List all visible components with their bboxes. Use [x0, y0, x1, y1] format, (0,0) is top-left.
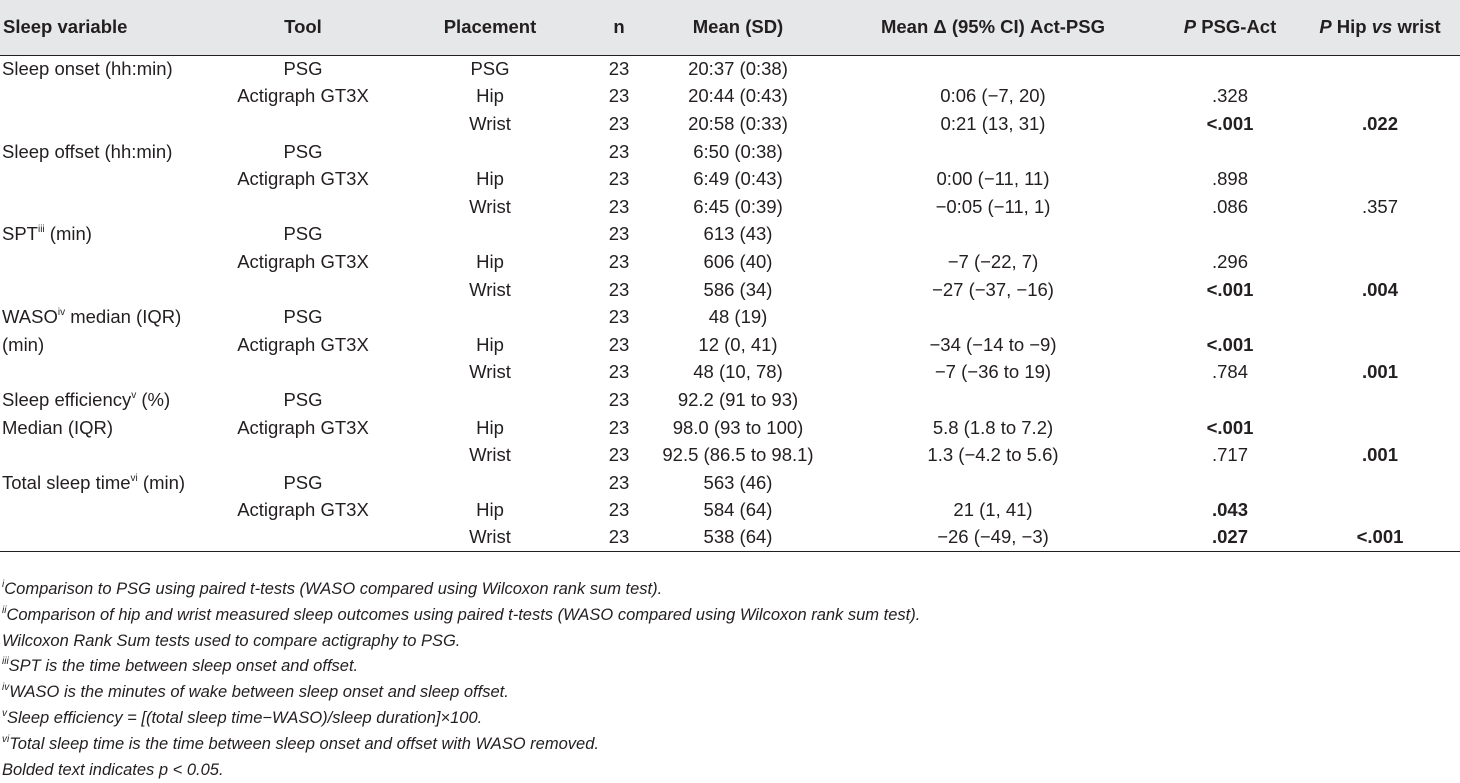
table-row	[0, 248, 1460, 276]
footnote-marker: vi	[2, 733, 10, 745]
cell-mean-sd: 48 (10, 78)	[693, 361, 783, 383]
cell-n: 23	[608, 250, 630, 272]
footnote	[2, 654, 920, 680]
sleep-variable-sup: iii	[37, 224, 45, 236]
table-row	[0, 303, 1460, 331]
table-body	[0, 55, 1460, 552]
cell-p-hip-vs-wrist: .001	[1361, 361, 1398, 383]
cell-sleep-variable	[0, 248, 214, 276]
cell-mean-delta: 21 (1, 41)	[953, 499, 1033, 521]
cell-p-hip-vs-wrist	[1300, 83, 1460, 111]
cell-n: 23	[608, 333, 630, 355]
sleep-variable-suffix: (min)	[44, 223, 92, 245]
cell-tool: PSG	[283, 58, 323, 80]
header-n: n	[588, 0, 650, 55]
cell-n: 23	[608, 85, 630, 107]
header-p-hip-vs: vs	[1371, 16, 1393, 38]
table-row	[0, 83, 1460, 111]
sleep-variable-suffix: median (IQR)	[65, 306, 182, 328]
header-mean-delta: Mean Δ (95% CI) Act-PSG	[826, 0, 1160, 55]
cell-n: 23	[608, 444, 630, 466]
cell-placement	[392, 386, 588, 414]
header-p-psg-act-rest: PSG-Act	[1196, 16, 1277, 38]
footnote	[2, 758, 920, 783]
table-row	[0, 165, 1460, 193]
cell-p-hip-vs-wrist	[1300, 303, 1460, 331]
cell-p-psg-act	[1160, 138, 1300, 166]
cell-placement: Wrist	[469, 278, 511, 300]
table-row	[0, 55, 1460, 83]
sleep-variable-sup: iv	[57, 307, 66, 319]
cell-p-hip-vs-wrist	[1300, 469, 1460, 497]
cell-p-psg-act: .296	[1211, 250, 1248, 272]
cell-n: 23	[608, 306, 630, 328]
cell-tool: Actigraph GT3X	[237, 499, 369, 521]
cell-mean-delta	[826, 55, 1160, 83]
cell-p-psg-act: <.001	[1206, 278, 1254, 300]
footnote-marker: i	[2, 579, 5, 590]
sleep-variable-text: Total sleep time	[2, 471, 131, 493]
cell-sleep-variable	[0, 359, 214, 387]
cell-placement: Wrist	[392, 524, 588, 552]
cell-p-psg-act	[1160, 386, 1300, 414]
footnote-text: WASO is the minutes of wake between sleep onset and sleep offset.	[9, 683, 509, 702]
cell-tool	[214, 110, 392, 138]
cell-mean-sd: 606 (40)	[703, 250, 773, 272]
cell-placement: Wrist	[469, 361, 511, 383]
cell-mean-sd: 98.0 (93 to 100)	[672, 416, 804, 438]
cell-placement: Wrist	[469, 444, 511, 466]
footnote-text: Sleep efficiency = [(total sleep time−WASO)/sleep duration]×100.	[7, 708, 483, 727]
cell-placement: Wrist	[469, 112, 511, 134]
cell-p-psg-act	[1160, 469, 1300, 497]
cell-tool	[214, 524, 392, 552]
cell-p-psg-act: .328	[1211, 85, 1248, 107]
cell-tool	[214, 441, 392, 469]
cell-sleep-variable	[0, 469, 214, 497]
footnotes	[2, 577, 920, 783]
cell-placement: Hip	[476, 333, 504, 355]
table-row	[0, 386, 1460, 414]
cell-n: 23	[608, 361, 630, 383]
table-row	[0, 221, 1460, 249]
cell-placement: Hip	[476, 416, 504, 438]
cell-mean-delta	[826, 138, 1160, 166]
cell-sleep-variable	[0, 165, 214, 193]
table-row	[0, 193, 1460, 221]
footnote	[2, 629, 920, 655]
cell-tool: PSG	[283, 306, 323, 328]
cell-mean-sd: 586 (34)	[703, 278, 773, 300]
cell-mean-delta: −26 (−49, −3)	[826, 524, 1160, 552]
table-row	[0, 469, 1460, 497]
footnote	[2, 732, 920, 758]
cell-mean-sd: 6:50 (0:38)	[693, 140, 783, 162]
cell-mean-delta: −27 (−37, −16)	[932, 278, 1054, 300]
footnote-text: SPT is the time between sleep onset and offset.	[8, 657, 359, 676]
sleep-variable-sup: vi	[130, 472, 138, 484]
cell-p-hip-vs-wrist: .004	[1361, 278, 1398, 300]
cell-mean-delta	[826, 469, 1160, 497]
cell-p-hip-vs-wrist	[1300, 497, 1460, 525]
cell-mean-delta: −7 (−36 to 19)	[934, 361, 1052, 383]
cell-n: 23	[608, 168, 630, 190]
cell-p-psg-act: <.001	[1206, 112, 1254, 134]
cell-n: 23	[608, 58, 630, 80]
footnote-text: Wilcoxon Rank Sum tests used to compare actigraphy to PSG.	[2, 631, 461, 650]
cell-placement	[392, 469, 588, 497]
cell-p-hip-vs-wrist: .001	[1361, 444, 1398, 466]
header-p-hip-p: P	[1319, 16, 1332, 38]
cell-p-hip-vs-wrist: <.001	[1300, 524, 1460, 552]
sleep-variable-text: SPT	[2, 223, 38, 245]
cell-n: 23	[608, 388, 630, 410]
cell-placement	[392, 303, 588, 331]
header-p-psg-act	[1160, 0, 1300, 55]
sleep-variable-text: (min)	[2, 333, 45, 355]
cell-p-hip-vs-wrist	[1300, 55, 1460, 83]
cell-n: 23	[608, 471, 630, 493]
cell-sleep-variable	[0, 303, 214, 331]
cell-placement: Hip	[476, 499, 504, 521]
cell-tool: Actigraph GT3X	[237, 416, 369, 438]
cell-sleep-variable	[0, 221, 214, 249]
table-row	[0, 441, 1460, 469]
cell-tool: Actigraph GT3X	[237, 250, 369, 272]
cell-mean-delta: 0:00 (−11, 11)	[936, 168, 1050, 190]
cell-placement: Wrist	[469, 195, 511, 217]
cell-mean-sd: 92.5 (86.5 to 98.1)	[662, 444, 814, 466]
cell-p-psg-act: .784	[1211, 361, 1248, 383]
cell-n: 23	[608, 195, 630, 217]
cell-mean-delta: 0:06 (−7, 20)	[940, 85, 1046, 107]
cell-mean-delta: −0:05 (−11, 1)	[935, 195, 1051, 217]
cell-p-hip-vs-wrist	[1300, 221, 1460, 249]
cell-placement: Hip	[476, 168, 504, 190]
cell-n: 23	[608, 223, 630, 245]
cell-p-hip-vs-wrist: .357	[1361, 195, 1398, 217]
cell-tool: PSG	[283, 223, 323, 245]
cell-mean-delta	[826, 303, 1160, 331]
cell-mean-sd: 6:45 (0:39)	[693, 195, 783, 217]
cell-mean-sd: 20:58 (0:33)	[688, 112, 788, 134]
cell-mean-sd: 538 (64)	[650, 524, 826, 552]
cell-sleep-variable	[0, 441, 214, 469]
header-placement: Placement	[392, 0, 588, 55]
cell-p-psg-act: .086	[1211, 195, 1248, 217]
header-p-hip-mid: Hip	[1331, 16, 1372, 38]
sleep-variable-suffix: (min)	[137, 471, 186, 493]
table-header-row	[0, 0, 1460, 55]
cell-sleep-variable	[0, 497, 214, 525]
cell-p-psg-act: .027	[1160, 524, 1300, 552]
cell-tool	[214, 193, 392, 221]
cell-p-hip-vs-wrist	[1300, 386, 1460, 414]
cell-n: 23	[608, 140, 630, 162]
cell-mean-sd: 613 (43)	[703, 223, 773, 245]
cell-placement: PSG	[470, 58, 510, 80]
cell-mean-delta: 1.3 (−4.2 to 5.6)	[927, 444, 1059, 466]
footnote	[2, 706, 920, 732]
sleep-variable-text: WASO	[2, 306, 58, 328]
sleep-variable-sup: v	[131, 389, 137, 401]
cell-tool: Actigraph GT3X	[237, 85, 369, 107]
cell-sleep-variable	[0, 193, 214, 221]
cell-p-hip-vs-wrist	[1300, 331, 1460, 359]
cell-sleep-variable	[0, 386, 214, 414]
footnote-text: Comparison of hip and wrist measured sleep outcomes using paired t-tests (WASO compared using Wilcoxon rank sum test).	[6, 605, 921, 624]
cell-placement: Hip	[476, 85, 504, 107]
sleep-variable-suffix: (%)	[136, 388, 171, 410]
cell-mean-sd: 584 (64)	[703, 499, 773, 521]
table-row	[0, 359, 1460, 387]
cell-p-hip-vs-wrist	[1300, 248, 1460, 276]
footnote-marker: iii	[2, 656, 9, 668]
table-row	[0, 497, 1460, 525]
cell-mean-sd: 92.2 (91 to 93)	[677, 388, 799, 410]
sleep-variable-text: Sleep onset (hh:min)	[2, 58, 173, 80]
cell-sleep-variable	[0, 414, 214, 442]
table-row	[0, 524, 1460, 552]
cell-mean-delta	[826, 221, 1160, 249]
cell-tool: PSG	[283, 388, 323, 410]
cell-p-psg-act	[1160, 55, 1300, 83]
cell-placement: Hip	[476, 250, 504, 272]
cell-tool: Actigraph GT3X	[237, 333, 369, 355]
cell-mean-sd: 563 (46)	[703, 471, 773, 493]
cell-sleep-variable	[0, 524, 214, 552]
table-row	[0, 110, 1460, 138]
cell-mean-sd: 6:49 (0:43)	[693, 168, 783, 190]
cell-sleep-variable	[0, 276, 214, 304]
sleep-variable-text: Sleep efficiency	[2, 388, 132, 410]
cell-p-psg-act: .898	[1211, 168, 1248, 190]
cell-tool	[214, 276, 392, 304]
header-p-psg-act-p: P	[1183, 16, 1197, 38]
cell-mean-delta: −7 (−22, 7)	[947, 250, 1039, 272]
cell-mean-sd: 20:37 (0:38)	[688, 58, 788, 80]
cell-sleep-variable	[0, 83, 214, 111]
table-row	[0, 276, 1460, 304]
cell-mean-delta: 5.8 (1.8 to 7.2)	[932, 416, 1054, 438]
cell-p-psg-act: <.001	[1206, 416, 1254, 438]
table-row	[0, 138, 1460, 166]
cell-p-hip-vs-wrist	[1300, 414, 1460, 442]
cell-placement	[392, 221, 588, 249]
header-sleep-variable: Sleep variable	[0, 0, 214, 55]
footnote-marker: v	[2, 707, 7, 719]
sleep-variable-text: Median (IQR)	[2, 416, 114, 438]
header-tool: Tool	[214, 0, 392, 55]
cell-n: 23	[608, 112, 630, 134]
cell-mean-delta: 0:21 (13, 31)	[940, 112, 1046, 134]
cell-mean-delta: −34 (−14 to −9)	[929, 333, 1057, 355]
footnote-marker: iv	[2, 682, 10, 694]
header-mean-sd: Mean (SD)	[650, 0, 826, 55]
cell-p-psg-act: <.001	[1206, 333, 1254, 355]
cell-p-hip-vs-wrist	[1300, 138, 1460, 166]
header-p-hip-rest: wrist	[1392, 16, 1441, 38]
cell-tool: PSG	[283, 471, 323, 493]
footnote-marker: ii	[2, 604, 7, 616]
footnote	[2, 577, 920, 603]
cell-mean-sd: 20:44 (0:43)	[688, 85, 788, 107]
cell-p-hip-vs-wrist: .022	[1361, 112, 1398, 134]
cell-p-psg-act	[1160, 303, 1300, 331]
cell-sleep-variable	[0, 110, 214, 138]
table-row	[0, 414, 1460, 442]
sleep-variable-text: Sleep offset (hh:min)	[2, 140, 173, 162]
cell-p-psg-act	[1160, 221, 1300, 249]
cell-mean-sd: 12 (0, 41)	[698, 333, 778, 355]
header-p-hip-vs-wrist	[1300, 0, 1460, 55]
footnote-text: Comparison to PSG using paired t-tests (WASO compared using Wilcoxon rank sum test).	[4, 580, 663, 598]
footnote-text: Total sleep time is the time between sleep onset and offset with WASO removed.	[9, 734, 599, 753]
cell-mean-sd: 48 (19)	[708, 306, 768, 328]
footnote	[2, 680, 920, 706]
cell-mean-delta	[826, 386, 1160, 414]
cell-n: 23	[588, 524, 650, 552]
cell-tool: Actigraph GT3X	[237, 168, 369, 190]
cell-p-psg-act: .043	[1211, 499, 1248, 521]
footnote-text: Bolded text indicates p < 0.05.	[2, 760, 224, 779]
cell-p-psg-act: .717	[1211, 444, 1248, 466]
cell-tool	[214, 359, 392, 387]
table-row	[0, 331, 1460, 359]
cell-n: 23	[608, 416, 630, 438]
cell-sleep-variable	[0, 55, 214, 83]
cell-sleep-variable	[0, 138, 214, 166]
cell-tool: PSG	[283, 140, 323, 162]
cell-placement	[392, 138, 588, 166]
cell-n: 23	[608, 499, 630, 521]
footnote	[2, 603, 920, 629]
cell-sleep-variable	[0, 331, 214, 359]
cell-p-hip-vs-wrist	[1300, 165, 1460, 193]
cell-n: 23	[608, 278, 630, 300]
